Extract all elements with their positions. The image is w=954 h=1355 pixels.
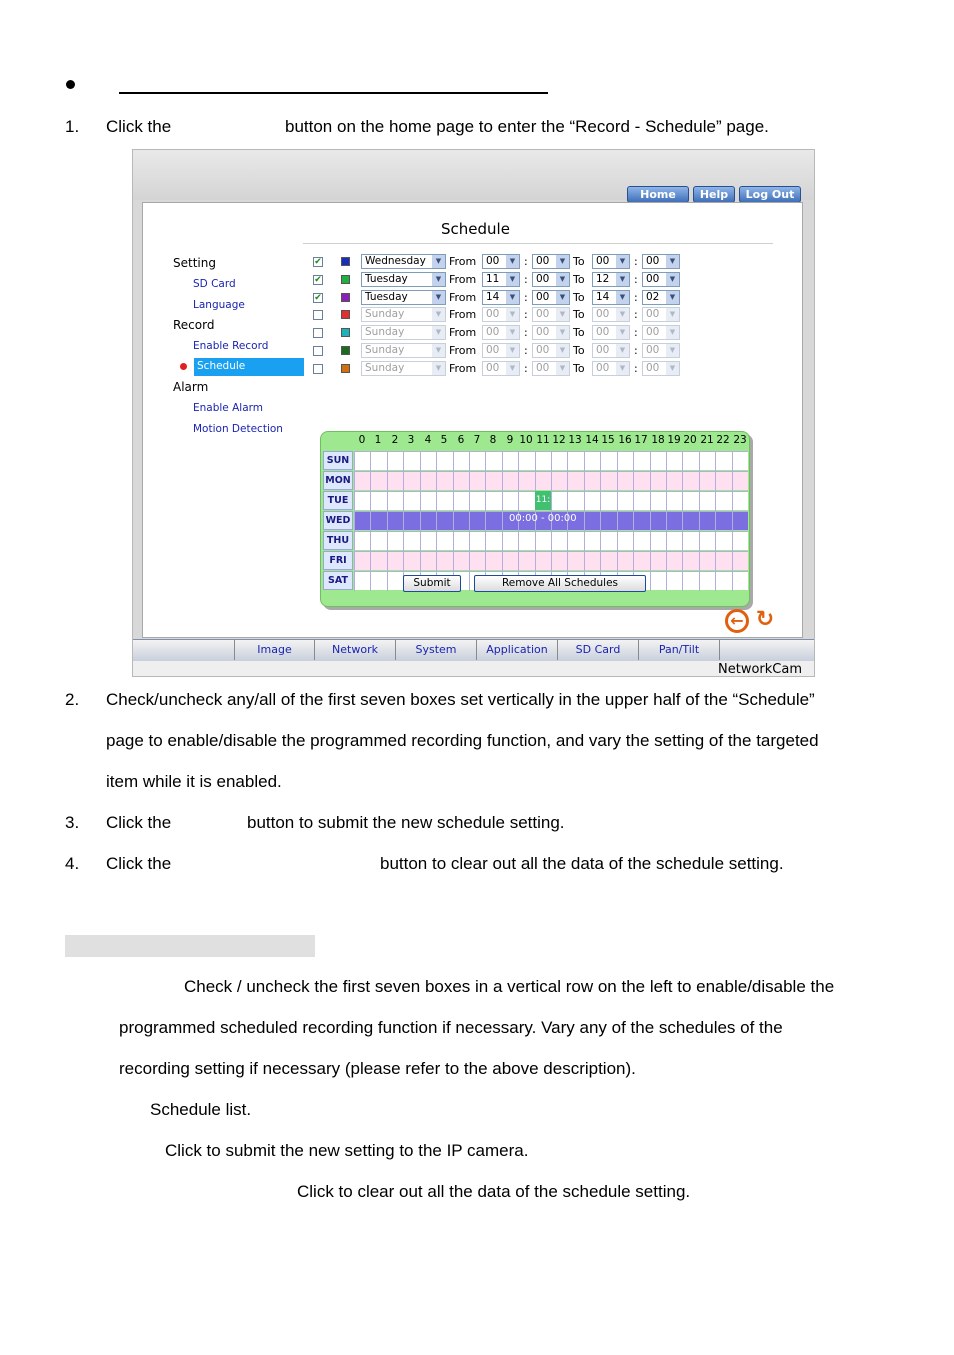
from-hour-select[interactable]	[482, 343, 520, 358]
to-hour-select[interactable]	[592, 307, 630, 322]
step-number: 3.	[65, 813, 80, 832]
step4-text-b: button to clear out all the data of the schedule setting.	[380, 854, 784, 873]
chevron-down-icon: ▼	[432, 362, 445, 375]
desc-line3: recording setting if necessary (please refer to the above description).	[119, 1059, 636, 1078]
wed-schedule-label: 00:00 - 00:00	[509, 513, 577, 524]
schedule-checkbox[interactable]	[313, 310, 323, 320]
colon-label: :	[634, 362, 638, 375]
chevron-down-icon: ▼	[556, 308, 569, 321]
hour-label: 1	[374, 434, 382, 446]
nav-tab[interactable]: Application	[477, 640, 558, 660]
help-button[interactable]: Help	[693, 186, 735, 203]
hour-label: 10	[519, 434, 533, 446]
to-minute-value: 00	[646, 344, 660, 356]
day-value: Sunday	[365, 344, 405, 356]
from-label: From	[449, 291, 477, 304]
remove-all-schedules-button[interactable]: Remove All Schedules	[474, 575, 646, 592]
section-heading-bar	[65, 935, 315, 957]
tue-schedule-block[interactable]: 11:	[535, 491, 551, 510]
colon-label: :	[524, 362, 528, 375]
from-minute-value: 00	[536, 291, 550, 303]
chevron-down-icon: ▼	[556, 326, 569, 339]
from-minute-value: 00	[536, 362, 550, 374]
to-hour-value: 12	[596, 273, 610, 285]
hour-label: 8	[489, 434, 497, 446]
hour-label: 4	[424, 434, 432, 446]
from-hour-select[interactable]	[482, 254, 520, 269]
hour-label: 12	[552, 434, 566, 446]
to-label: To	[573, 308, 585, 321]
from-hour-value: 00	[486, 362, 500, 374]
chevron-down-icon: ▼	[506, 344, 519, 357]
from-hour-select[interactable]	[482, 307, 520, 322]
colon-label: :	[634, 291, 638, 304]
step2-line1: Check/uncheck any/all of the first seven boxes set vertically in the upper half of the “Schedule”	[106, 690, 815, 709]
from-label: From	[449, 273, 477, 286]
from-minute-select[interactable]	[532, 361, 570, 376]
color-swatch	[341, 310, 350, 319]
from-minute-value: 00	[536, 326, 550, 338]
sidebar-item-enable-record[interactable]: Enable Record	[193, 340, 269, 352]
day-select[interactable]	[361, 325, 446, 340]
to-hour-select[interactable]	[592, 343, 630, 358]
schedule-checkbox[interactable]	[313, 364, 323, 374]
chevron-down-icon: ▼	[666, 273, 679, 286]
color-swatch	[341, 346, 350, 355]
to-label: To	[573, 326, 585, 339]
day-value: Tuesday	[365, 291, 408, 303]
sidebar-record: Record	[173, 318, 215, 332]
day-label: TUE	[323, 491, 353, 510]
hour-label: 6	[457, 434, 465, 446]
from-minute-value: 00	[536, 308, 550, 320]
colon-label: :	[634, 326, 638, 339]
schedule-checkbox[interactable]	[313, 346, 323, 356]
from-label: From	[449, 255, 477, 268]
hour-label: 21	[700, 434, 714, 446]
heading-underline	[119, 92, 548, 94]
day-label: SAT	[323, 571, 353, 590]
step3-text-a: Click the	[106, 813, 172, 832]
chevron-down-icon: ▼	[616, 273, 629, 286]
schedule-checkbox[interactable]: ✔	[314, 293, 322, 303]
to-minute-value: 00	[646, 255, 660, 267]
day-row[interactable]	[354, 551, 748, 570]
chevron-down-icon: ▼	[506, 291, 519, 304]
chevron-down-icon: ▼	[432, 344, 445, 357]
step2-line2: page to enable/disable the programmed recording function, and vary the setting of the targeted	[106, 731, 819, 750]
chevron-down-icon: ▼	[556, 362, 569, 375]
chevron-down-icon: ▼	[506, 326, 519, 339]
desc-line2: programmed scheduled recording function if necessary. Vary any of the schedules of the	[119, 1018, 783, 1037]
from-minute-select[interactable]	[532, 254, 570, 269]
step2-line3: item while it is enabled.	[106, 772, 282, 791]
to-hour-value: 00	[596, 344, 610, 356]
chevron-down-icon: ▼	[506, 362, 519, 375]
sidebar-item-schedule: Schedule	[197, 360, 246, 372]
day-label: WED	[323, 511, 353, 530]
step1-text-a: Click the	[106, 117, 172, 136]
colon-label: :	[634, 344, 638, 357]
chevron-down-icon: ▼	[666, 255, 679, 268]
color-swatch	[341, 275, 350, 284]
colon-label: :	[524, 308, 528, 321]
hour-label: 5	[440, 434, 448, 446]
chevron-down-icon: ▼	[556, 291, 569, 304]
grid-footer	[323, 592, 747, 604]
chevron-down-icon: ▼	[432, 273, 445, 286]
nav-tab[interactable]: Pan/Tilt	[639, 640, 720, 660]
chevron-down-icon: ▼	[432, 326, 445, 339]
to-minute-select[interactable]	[642, 361, 680, 376]
day-value: Tuesday	[365, 273, 408, 285]
schedule-checkbox[interactable]	[313, 328, 323, 338]
hour-label: 14	[585, 434, 599, 446]
day-row[interactable]	[354, 491, 748, 510]
day-row[interactable]	[354, 531, 748, 550]
to-hour-select[interactable]	[592, 325, 630, 340]
to-hour-value: 00	[596, 362, 610, 374]
day-select[interactable]	[361, 254, 446, 269]
sidebar-setting: Setting	[173, 256, 216, 270]
step1-text-b: button on the home page to enter the “Record - Schedule” page.	[285, 117, 769, 136]
hour-label: 9	[506, 434, 514, 446]
schedule-checkbox[interactable]: ✔	[314, 275, 322, 285]
to-hour-value: 14	[596, 291, 610, 303]
chevron-down-icon: ▼	[432, 255, 445, 268]
from-label: From	[449, 308, 477, 321]
hour-label: 7	[473, 434, 481, 446]
hour-label: 20	[683, 434, 697, 446]
chevron-down-icon: ▼	[432, 291, 445, 304]
to-hour-value: 00	[596, 308, 610, 320]
to-minute-value: 00	[646, 308, 660, 320]
from-hour-select[interactable]	[482, 290, 520, 305]
hour-label: 3	[407, 434, 415, 446]
home-button[interactable]: Home	[627, 186, 689, 203]
day-row[interactable]	[354, 451, 748, 470]
color-swatch	[341, 328, 350, 337]
to-minute-select[interactable]	[642, 307, 680, 322]
to-minute-select[interactable]	[642, 343, 680, 358]
from-label: From	[449, 362, 477, 375]
from-hour-value: 11	[486, 273, 500, 285]
back-icon[interactable]: ←	[725, 609, 749, 633]
chevron-down-icon: ▼	[616, 326, 629, 339]
nav-tab[interactable]: SD Card	[558, 640, 639, 660]
from-hour-value: 00	[486, 326, 500, 338]
hour-label: 13	[568, 434, 582, 446]
day-value: Sunday	[365, 308, 405, 320]
to-minute-value: 00	[646, 326, 660, 338]
chevron-down-icon: ▼	[506, 308, 519, 321]
chevron-down-icon: ▼	[666, 308, 679, 321]
sidebar-item-enable-alarm[interactable]: Enable Alarm	[193, 402, 263, 414]
to-minute-value: 02	[646, 291, 660, 303]
to-hour-value: 00	[596, 255, 610, 267]
color-swatch	[341, 293, 350, 302]
sidebar-item-language[interactable]: Language	[193, 299, 245, 311]
desc-line6: Click to clear out all the data of the schedule setting.	[297, 1182, 691, 1201]
from-hour-value: 00	[486, 255, 500, 267]
step-number: 1.	[65, 117, 80, 136]
from-label: From	[449, 344, 477, 357]
day-value: Sunday	[365, 362, 405, 374]
day-label: FRI	[323, 551, 353, 570]
to-minute-value: 00	[646, 273, 660, 285]
chevron-down-icon: ▼	[616, 291, 629, 304]
to-minute-select[interactable]	[642, 254, 680, 269]
to-hour-select[interactable]	[592, 272, 630, 287]
colon-label: :	[634, 273, 638, 286]
to-minute-select[interactable]	[642, 325, 680, 340]
chevron-down-icon: ▼	[666, 344, 679, 357]
from-label: From	[449, 326, 477, 339]
chevron-down-icon: ▼	[666, 362, 679, 375]
chevron-down-icon: ▼	[616, 255, 629, 268]
chevron-down-icon: ▼	[616, 308, 629, 321]
day-label: MON	[323, 471, 353, 490]
from-minute-select[interactable]	[532, 343, 570, 358]
to-hour-select[interactable]	[592, 254, 630, 269]
hour-label: 11	[536, 434, 550, 446]
chevron-down-icon: ▼	[556, 255, 569, 268]
submit-button[interactable]: Submit	[403, 575, 461, 592]
hour-label: 0	[358, 434, 366, 446]
desc-line1: Check / uncheck the first seven boxes in a vertical row on the left to enable/disable the	[184, 977, 835, 996]
chevron-down-icon: ▼	[556, 344, 569, 357]
to-label: To	[573, 273, 585, 286]
hour-label: 15	[601, 434, 615, 446]
colon-label: :	[524, 273, 528, 286]
active-dot-icon	[180, 363, 187, 370]
chevron-down-icon: ▼	[666, 326, 679, 339]
sidebar-item-sd-card[interactable]: SD Card	[193, 278, 236, 290]
from-hour-select[interactable]	[482, 361, 520, 376]
chevron-down-icon: ▼	[506, 273, 519, 286]
nav-tab[interactable]: System	[396, 640, 477, 660]
chevron-down-icon: ▼	[506, 255, 519, 268]
colon-label: :	[634, 255, 638, 268]
color-swatch	[341, 257, 350, 266]
to-label: To	[573, 291, 585, 304]
content-panel	[142, 202, 803, 638]
footer-strip	[133, 661, 814, 677]
hour-label: 23	[733, 434, 747, 446]
from-minute-value: 00	[536, 255, 550, 267]
from-minute-value: 00	[536, 273, 550, 285]
from-minute-select[interactable]	[532, 272, 570, 287]
step-number: 4.	[65, 854, 80, 873]
day-row[interactable]	[354, 471, 748, 490]
day-select[interactable]	[361, 343, 446, 358]
to-label: To	[573, 255, 585, 268]
to-label: To	[573, 362, 585, 375]
refresh-icon[interactable]: ↻	[755, 607, 775, 632]
to-hour-select[interactable]	[592, 290, 630, 305]
from-hour-select[interactable]	[482, 272, 520, 287]
day-select[interactable]	[361, 307, 446, 322]
hour-label: 17	[634, 434, 648, 446]
hour-label: 2	[391, 434, 399, 446]
to-hour-value: 00	[596, 326, 610, 338]
chevron-down-icon: ▼	[616, 362, 629, 375]
day-select[interactable]	[361, 290, 446, 305]
to-label: To	[573, 344, 585, 357]
brand-label: NetworkCam	[718, 662, 802, 677]
step4-text-a: Click the	[106, 854, 172, 873]
day-value: Sunday	[365, 326, 405, 338]
from-minute-select[interactable]	[532, 325, 570, 340]
hour-label: 16	[618, 434, 632, 446]
sidebar-item-motion-detection[interactable]: Motion Detection	[193, 423, 283, 435]
from-hour-select[interactable]	[482, 325, 520, 340]
color-swatch	[341, 364, 350, 373]
day-label: THU	[323, 531, 353, 550]
schedule-checkbox[interactable]: ✔	[314, 257, 322, 267]
logout-button[interactable]: Log Out	[739, 186, 801, 203]
from-hour-value: 00	[486, 344, 500, 356]
desc-line4: Schedule list.	[150, 1100, 252, 1119]
colon-label: :	[634, 308, 638, 321]
sidebar-alarm: Alarm	[173, 380, 209, 394]
hour-label: 19	[667, 434, 681, 446]
desc-line5: Click to submit the new setting to the IP camera.	[165, 1141, 529, 1160]
colon-label: :	[524, 344, 528, 357]
day-label: SUN	[323, 451, 353, 470]
colon-label: :	[524, 326, 528, 339]
schedule-screenshot	[132, 149, 815, 677]
chevron-down-icon: ▼	[556, 273, 569, 286]
from-minute-select[interactable]	[532, 307, 570, 322]
bullet	[66, 80, 75, 89]
to-minute-select[interactable]	[642, 272, 680, 287]
title-divider	[303, 243, 773, 244]
colon-label: :	[524, 255, 528, 268]
step-number: 2.	[65, 690, 80, 709]
chevron-down-icon: ▼	[616, 344, 629, 357]
day-select[interactable]	[361, 361, 446, 376]
from-minute-value: 00	[536, 344, 550, 356]
from-minute-select[interactable]	[532, 290, 570, 305]
day-select[interactable]	[361, 272, 446, 287]
from-hour-value: 14	[486, 291, 500, 303]
day-value: Wednesday	[365, 255, 426, 267]
page-title: Schedule	[441, 220, 510, 238]
from-hour-value: 00	[486, 308, 500, 320]
hour-label: 22	[716, 434, 730, 446]
to-hour-select[interactable]	[592, 361, 630, 376]
sidebar-item-schedule-highlight[interactable]	[194, 358, 304, 376]
to-minute-value: 00	[646, 362, 660, 374]
chevron-down-icon: ▼	[666, 291, 679, 304]
chevron-down-icon: ▼	[432, 308, 445, 321]
nav-tab[interactable]: Image	[234, 640, 315, 660]
colon-label: :	[524, 291, 528, 304]
bottom-nav	[133, 639, 814, 661]
nav-tab[interactable]: Network	[315, 640, 396, 660]
to-minute-select[interactable]	[642, 290, 680, 305]
hour-label: 18	[651, 434, 665, 446]
step3-text-b: button to submit the new schedule setting.	[247, 813, 565, 832]
